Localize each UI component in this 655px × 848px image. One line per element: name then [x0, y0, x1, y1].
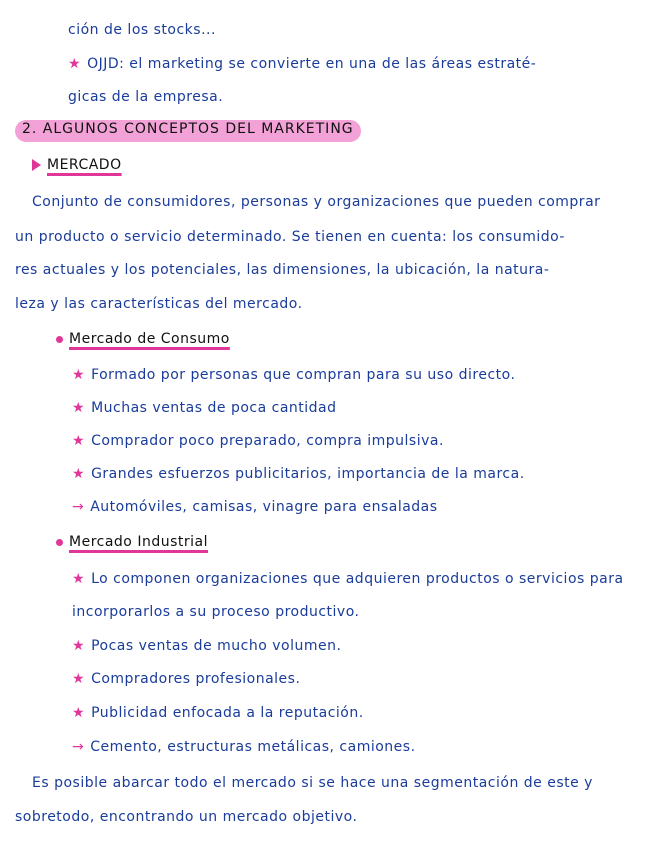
star-bullet-line — [72, 705, 364, 721]
text-line: incorporarlos a su proceso productivo. — [72, 604, 360, 620]
text-line: ción de los stocks... — [68, 22, 216, 38]
star-bullet-line — [72, 638, 341, 654]
subheading-consumo — [56, 331, 230, 347]
bullet-text: Pocas ventas de mucho volumen. — [91, 638, 342, 654]
star-icon: ★ — [68, 56, 82, 72]
star-bullet-line — [72, 400, 337, 416]
bullet-text: Formado por personas que compran para su uso directo. — [91, 367, 516, 383]
text-line: gicas de la empresa. — [68, 89, 224, 105]
star-icon: ★ — [72, 705, 86, 721]
arrow-bullet-line — [72, 499, 438, 515]
closing-line: sobretodo, encontrando un mercado objetivo. — [15, 809, 358, 825]
triangle-bullet-icon — [32, 159, 41, 171]
definition-line: Conjunto de consumidores, personas y organizaciones que pueden comprar — [32, 194, 601, 210]
star-icon: ★ — [72, 367, 86, 383]
bullet-text: Grandes esfuerzos publicitarios, importancia de la marca. — [91, 466, 525, 482]
subheading-industrial — [56, 534, 208, 550]
definition-line: res actuales y los potenciales, las dimensiones, la ubicación, la natura- — [15, 262, 550, 278]
arrow-right-icon: → — [72, 739, 85, 755]
arrow-bullet-line — [72, 739, 416, 755]
bullet-text: Automóviles, camisas, vinagre para ensaladas — [90, 499, 438, 515]
bullet-text: Cemento, estructuras metálicas, camiones. — [90, 739, 416, 755]
star-icon: ★ — [72, 638, 86, 654]
bullet-text: OJJD: el marketing se convierte en una de las áreas estraté- — [87, 56, 537, 72]
star-icon: ★ — [72, 671, 86, 687]
bullet-text: Comprador poco preparado, compra impulsiva. — [91, 433, 444, 449]
dot-bullet-icon — [56, 539, 63, 546]
star-bullet-line — [72, 466, 525, 482]
subheading-text: Mercado de Consumo — [69, 331, 230, 347]
arrow-right-icon: → — [72, 499, 85, 515]
star-icon: ★ — [72, 433, 86, 449]
bullet-text: Publicidad enfocada a la reputación. — [91, 705, 364, 721]
section-heading: 2. ALGUNOS CONCEPTOS DEL MARKETING — [22, 121, 354, 137]
subheading-mercado — [32, 157, 122, 173]
bullet-text: Lo componen organizaciones que adquieren productos o servicios para — [91, 571, 624, 587]
bullet-text: Muchas ventas de poca cantidad — [91, 400, 337, 416]
dot-bullet-icon — [56, 336, 63, 343]
star-icon: ★ — [72, 466, 86, 482]
star-bullet-line — [72, 671, 300, 687]
star-bullet-line — [72, 367, 515, 383]
star-bullet-line — [68, 56, 536, 72]
definition-line: un producto o servicio determinado. Se tienen en cuenta: los consumido- — [15, 229, 565, 245]
subheading-text: MERCADO — [47, 157, 122, 173]
star-bullet-line — [72, 571, 624, 587]
subheading-text: Mercado Industrial — [69, 534, 208, 550]
star-bullet-line — [72, 433, 444, 449]
star-icon: ★ — [72, 400, 86, 416]
closing-line: Es posible abarcar todo el mercado si se hace una segmentación de este y — [32, 775, 593, 791]
star-icon: ★ — [72, 571, 86, 587]
bullet-text: Compradores profesionales. — [91, 671, 301, 687]
definition-line: leza y las características del mercado. — [15, 296, 303, 312]
